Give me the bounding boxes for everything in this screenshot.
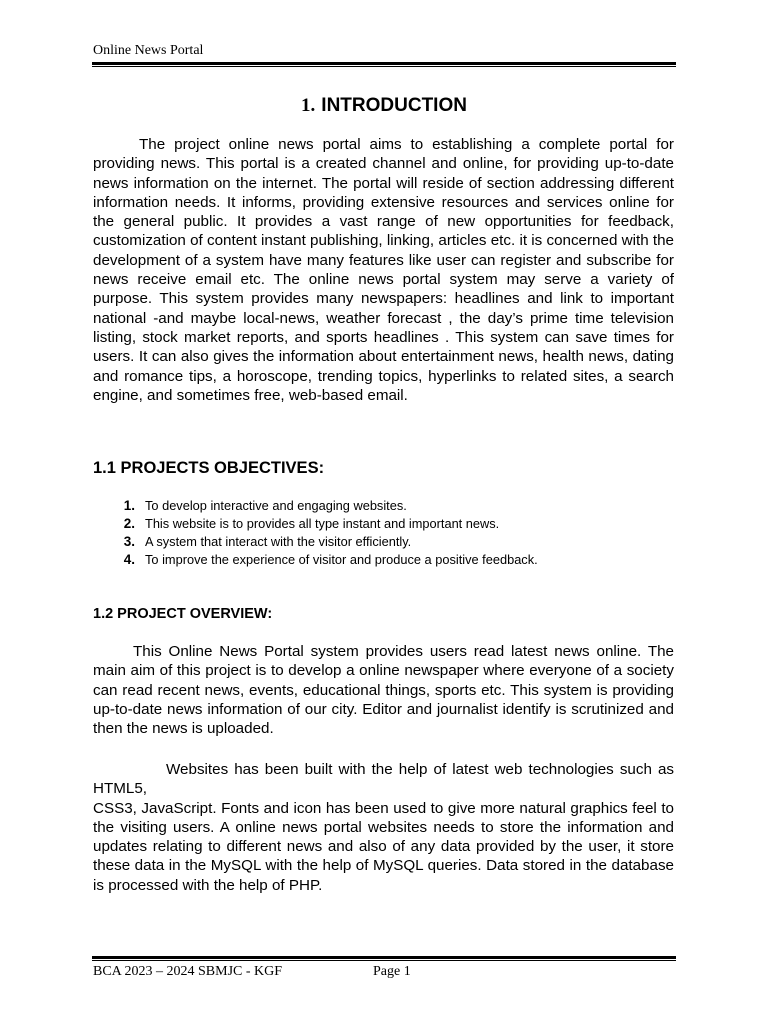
list-item-text: To improve the experience of visitor and produce a positive feedback.: [145, 552, 538, 567]
list-item-text: This website is to provides all type instant and important news.: [145, 516, 500, 531]
section-number: 1.: [301, 95, 316, 116]
footer-rule: [92, 956, 676, 961]
overview-paragraph-1: This Online News Portal system provides users read latest news online. The main aim of this project is to develop a online newspaper where everyone of a society can read recent news, events, educational things, sports etc. This system is providing up-to-date news information of our city. Editor and journalist identify is scrutinized and then the news is uploaded.: [93, 643, 674, 738]
list-item: [93, 497, 538, 515]
running-header: Online News Portal: [93, 43, 204, 58]
objectives-list: [93, 497, 538, 569]
overview-heading: 1.2 PROJECT OVERVIEW:: [93, 606, 273, 622]
objectives-heading: 1.1 PROJECTS OBJECTIVES:: [93, 459, 325, 477]
footer-text: BCA 2023 – 2024 SBMJC - KGF: [93, 964, 283, 979]
list-item-text: To develop interactive and engaging websites.: [145, 498, 407, 513]
introduction-paragraph: The project online news portal aims to establishing a complete portal for providing news. This portal is a created channel and online, for providing up-to-date news information on the internet. The portal will reside of section addressing different information needs. It informs, providing extensive resources and services online for the general public. It provides a vast range of new opportunities for feedback, customization of content instant publishing, linking, articles etc. it is concerned with the development of a system have many features like user can register and subscribe for news receive email etc. The online news portal system may serve a variety of purpose. This system provides many newspapers: headlines and link to important national -and maybe local-news, weather forecast , the day’s prime time television listing, stock market reports, and sports headlines . This system can save times for users. It can also gives the information about entertainment news, health news, dating and romance tips, a horoscope, trending topics, hyperlinks to related sites, a search engine, and sometimes free, web-based email.: [93, 136, 674, 404]
overview-paragraph-2-line1: Websites has been built with the help of latest web technologies such as HTML5,: [93, 761, 674, 798]
overview-paragraph-2-rest: CSS3, JavaScript. Fonts and icon has been used to give more natural graphics feel to the visiting users. A online news portal websites needs to store the information and updates relating to different news and also of any data provided by the user, it store these data in the MySQL with the help of MySQL queries. Data stored in the database is processed with the help of PHP.: [93, 799, 674, 894]
page-number: Page 1: [373, 964, 411, 979]
list-item-number: 3.: [123, 534, 135, 549]
list-item-text: A system that interact with the visitor efficiently.: [145, 534, 412, 549]
list-item-number: 2.: [123, 516, 135, 531]
overview-paragraph-2: [93, 760, 674, 895]
list-item-number: 1.: [123, 498, 135, 513]
list-item: [93, 533, 538, 551]
header-rule: [92, 62, 676, 67]
section-title-text: INTRODUCTION: [321, 95, 467, 116]
list-item: [93, 515, 538, 533]
section-title: [92, 95, 676, 117]
list-item-number: 4.: [123, 552, 135, 567]
list-item: [93, 551, 538, 569]
